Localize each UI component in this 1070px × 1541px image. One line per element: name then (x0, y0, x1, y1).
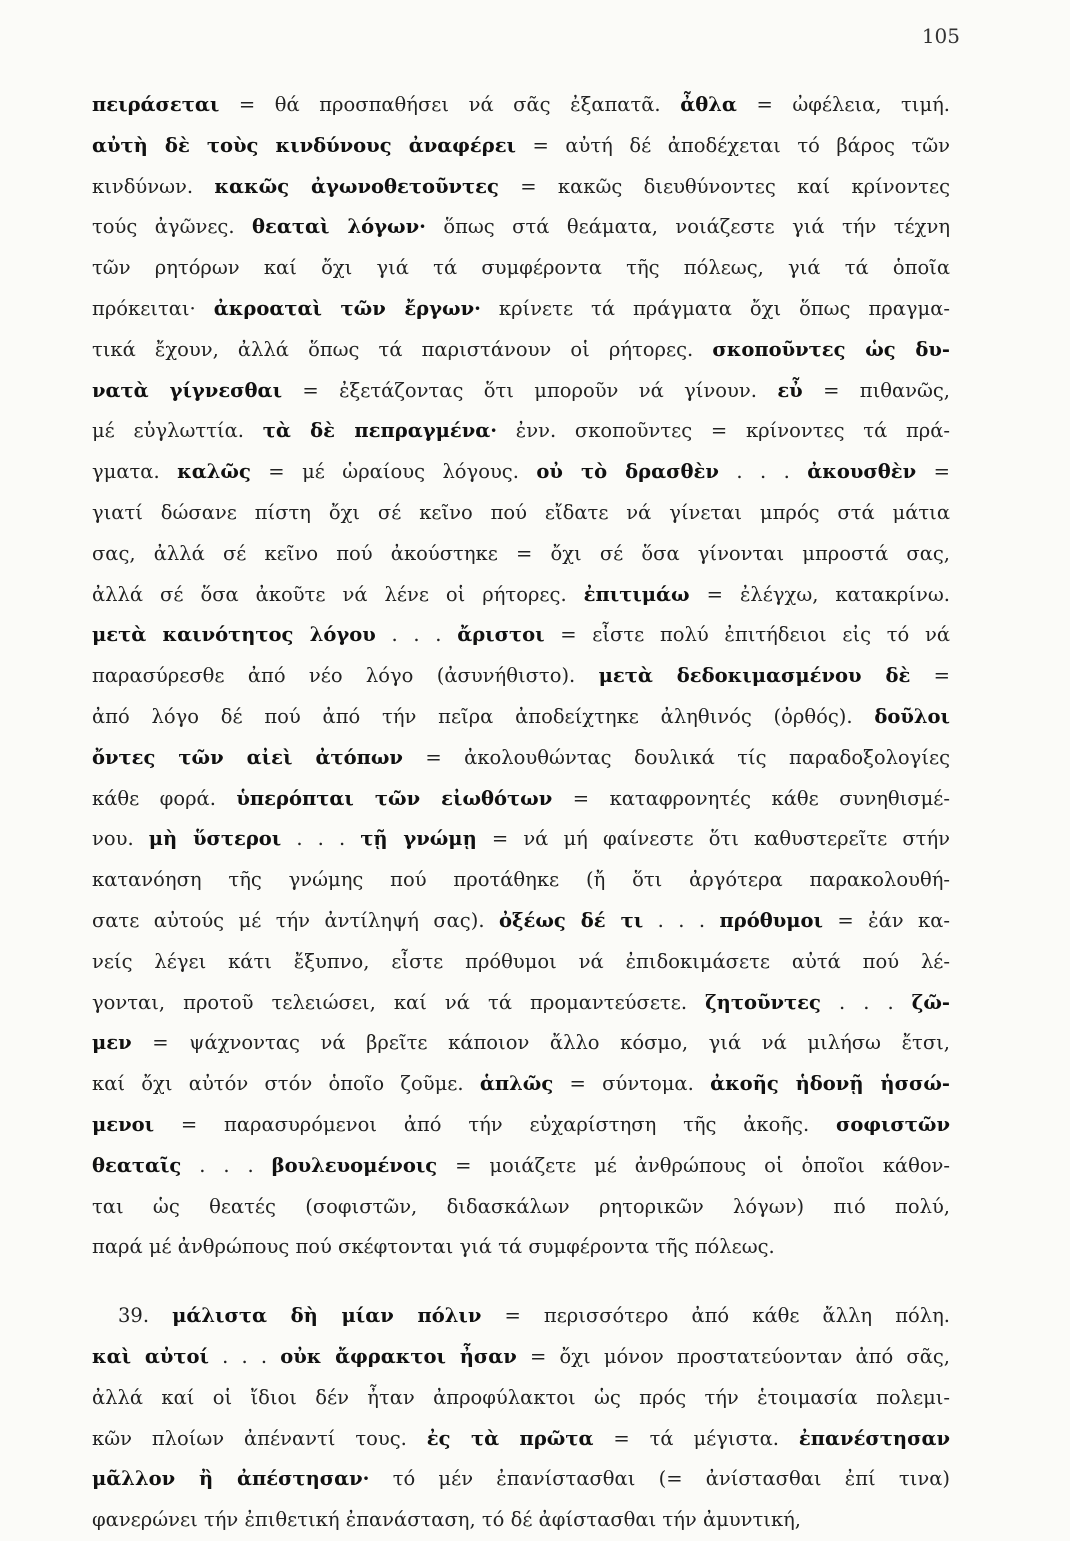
text-line (92, 289, 950, 330)
text-line (92, 779, 950, 820)
text-line (92, 983, 950, 1024)
lemma: καὶ αὐτοί (92, 1344, 209, 1368)
text-line (92, 371, 950, 412)
lemma: ἀκοῆς ἡδονῇ ἡσσώ- (710, 1072, 950, 1096)
text-line (92, 656, 950, 697)
text-line (92, 167, 950, 208)
lemma: ἀκροαταὶ τῶν ἔργων· (213, 296, 481, 320)
gloss-text: τικά ἔχουν, ἀλλά ὅπως τά παριστάνουν οἱ ρήτορες. (92, 337, 713, 361)
lemma: βουλευομένοις (271, 1153, 438, 1177)
gloss-text: = κακῶς διευθύνοντες καί κρίνοντες (498, 174, 951, 198)
lemma: μενοι (92, 1112, 155, 1136)
lemma: δοῦλοι (874, 704, 950, 728)
text-line (92, 1337, 950, 1378)
lemma: νατὰ γίγνεσθαι (92, 378, 283, 402)
gloss-text: = νά μή φαίνεστε ὅτι καθυστερεῖτε στήν (476, 827, 950, 851)
lemma: μᾶλλον ἢ ἀπέστησαν· (92, 1467, 370, 1491)
text-line (92, 1187, 950, 1228)
gloss-text: γματα. (92, 460, 178, 484)
gloss-text: σατε αὐτούς μέ τήν ἀντίληψή σας). (92, 908, 499, 932)
text-line (92, 1378, 950, 1419)
gloss-text: . . . (208, 1344, 281, 1368)
lemma: τὰ δὲ πεπραγμένα· (262, 419, 498, 443)
gloss-text: = σύντομα. (553, 1072, 711, 1096)
text-line (92, 1064, 950, 1105)
lemma: μετὰ καινότητος λόγου (92, 623, 376, 647)
lemma: θεαταὶ λόγων· (252, 215, 426, 239)
gloss-text: . . . (281, 827, 361, 851)
text-line (92, 452, 950, 493)
lemma: μάλιστα δὴ μίαν πόλιν (172, 1304, 482, 1328)
gloss-text: καί ὄχι αὐτόν στόν ὁποῖο ζοῦμε. (92, 1072, 480, 1096)
gloss-text: τό μέν ἐπανίστασθαι (= ἀνίστασθαι ἐπί τινα) (369, 1467, 950, 1491)
gloss-text: . . . (820, 990, 912, 1014)
text-line (92, 411, 950, 452)
lemma: κακῶς ἀγωνοθετοῦντες (214, 174, 499, 198)
lemma: ὄντες τῶν αἰεὶ ἀτόπων (92, 745, 403, 769)
gloss-text: ται ὡς θεατές (σοφιστῶν, διδασκάλων ρητορικῶν λόγων) πιό πολύ, (92, 1194, 950, 1218)
gloss-text: = θά προσπαθήσει νά σᾶς ἐξαπατᾶ. (219, 93, 681, 116)
text-line (92, 248, 950, 289)
gloss-text: παρασύρεσθε ἀπό νέο λόγο (ἀσυνήθιστο). (92, 664, 599, 688)
text-line (92, 860, 950, 901)
text-line (92, 1500, 950, 1541)
gloss-text: τῶν ρητόρων καί ὄχι γιά τά συμφέροντα τῆς πόλεως, γιά τά ὁποῖα (92, 256, 950, 280)
lemma: μετὰ δεδοκιμασμένου δὲ (598, 664, 911, 688)
gloss-text: τούς ἀγῶνες. (92, 215, 252, 239)
gloss-text: = παρασυρόμενοι ἀπό τήν εὐχαρίστηση τῆς ἀκοῆς. (154, 1112, 836, 1136)
gloss-text: = ἐάν κα- (822, 908, 950, 932)
lemma: ἐπανέστησαν (798, 1426, 951, 1450)
gloss-text: = πιθανῶς, (802, 378, 951, 402)
lemma: σκοποῦντες ὡς δυ- (712, 337, 950, 361)
gloss-text: . . . (375, 623, 458, 647)
gloss-text: = καταφρονητές κάθε συνηθισμέ- (552, 786, 950, 810)
gloss-text: ὅπως στά θεάματα, νοιάζεστε γιά τήν τέχνη (425, 215, 951, 239)
lemma: ἐς τὰ πρῶτα (426, 1426, 594, 1450)
lemma: σοφιστῶν (835, 1112, 950, 1136)
gloss-text: = ἀκολουθώντας δουλικά τίς παραδοξολογίες (402, 745, 950, 769)
text-line (92, 493, 950, 534)
gloss-text: = ὠφέλεια, τιμή. (736, 93, 950, 116)
gloss-text: γιατί δώσανε πίστη ὄχι σέ κεῖνο πού εἴδατε νά γίνεται μπρός στά μάτια (92, 500, 950, 524)
lemma: τῇ γνώμῃ (360, 827, 477, 851)
lemma: πειράσεται (92, 93, 220, 116)
lemma: αὐτὴ δὲ τοὺς κινδύνους ἀναφέρει (92, 133, 516, 157)
lemma: ζητοῦντες (705, 990, 821, 1014)
lemma: ἁπλῶς (479, 1072, 554, 1096)
text-line (92, 819, 950, 860)
text-line (92, 697, 950, 738)
text-line (92, 942, 950, 983)
lemma: ὀξέως δέ τι (498, 908, 644, 932)
gloss-text: ἐνν. σκοποῦντες = κρίνοντες τά πρά- (497, 419, 951, 443)
gloss-text: = εἶστε πολύ ἐπιτήδειοι εἰς τό νά (544, 623, 950, 647)
text-line (92, 1419, 950, 1460)
gloss-text: ἀλλά καί οἱ ἴδιοι δέν ἦταν ἀπροφύλακτοι ὡς πρός τήν ἑτοιμασία πολεμι- (92, 1385, 950, 1409)
gloss-text: γονται, προτοῦ τελειώσει, καί νά τά προμαντεύσετε. (92, 990, 706, 1014)
gloss-text: = (910, 664, 950, 688)
text-line (92, 1227, 950, 1268)
gloss-text: = ἐλέγχω, κατακρίνω. (689, 582, 950, 606)
gloss-text: μέ εὐγλωττία. (92, 419, 263, 443)
gloss-text: = ψάχνοντας νά βρεῖτε κάποιον ἄλλο κόσμο, γιά νά μιλήσω ἔτσι, (131, 1031, 950, 1055)
text-line (92, 1105, 950, 1146)
gloss-text: φανερώνει τήν ἐπιθετική ἐπανάσταση, τό δέ ἀφίστασθαι τήν ἀμυντική, (92, 1508, 802, 1532)
gloss-text: κινδύνων. (92, 174, 215, 198)
text-line (92, 1296, 950, 1337)
lemma: καλῶς (177, 460, 251, 484)
text-line (92, 575, 950, 616)
gloss-text: = αὐτή δέ ἀποδέχεται τό βάρος τῶν (516, 133, 950, 157)
gloss-text: νου. (92, 827, 149, 851)
lemma: ἐπιτιμάω (583, 582, 690, 606)
gloss-text: πρόκειται· (92, 296, 214, 320)
text-line (92, 901, 950, 942)
gloss-text: . . . (718, 460, 808, 484)
lemma: εὖ (777, 378, 803, 402)
lemma: μεν (92, 1031, 132, 1055)
gloss-text: = ἐξετάζοντας ὅτι μποροῦν νά γίνουν. (282, 378, 778, 402)
text-line (92, 207, 950, 248)
gloss-text: = ὄχι μόνον προστατεύονταν ἀπό σᾶς, (516, 1344, 950, 1368)
lemma: οὐ τὸ δρασθὲν (536, 460, 719, 484)
gloss-text: . . . (181, 1153, 272, 1177)
lemma: ζῶ- (911, 990, 951, 1014)
gloss-text: = περισσότερο ἀπό κάθε ἄλλη πόλη. (481, 1304, 950, 1328)
gloss-text: = (916, 460, 950, 484)
text-line (92, 738, 950, 779)
lemma: ὑπερόπται τῶν εἰωθότων (236, 786, 553, 810)
text-line (92, 1459, 950, 1500)
lemma: ἆθλα (680, 93, 737, 116)
text-line (92, 534, 950, 575)
lemma: θεαταῖς (92, 1153, 182, 1177)
gloss-text: = μοιάζετε μέ ἀνθρώπους οἱ ὁποῖοι κάθον- (437, 1153, 950, 1177)
gloss-text: νείς λέγει κάτι ἔξυπνο, εἶστε πρόθυμοι νά ἐπιδοκιμάσετε αὐτά πού λέ- (92, 949, 950, 973)
lemma: μὴ ὕστεροι (148, 827, 282, 851)
gloss-text: σας, ἀλλά σέ κεῖνο πού ἀκούστηκε = ὄχι σέ ὅσα γίνονται μπροστά σας, (92, 541, 950, 565)
text-line (92, 126, 950, 167)
gloss-text: ἀλλά σέ ὅσα ἀκοῦτε νά λένε οἱ ρήτορες. (92, 582, 584, 606)
gloss-text: κάθε φορά. (92, 786, 237, 810)
commentary-text (92, 85, 950, 1541)
text-line (92, 1146, 950, 1187)
lemma: πρόθυμοι (719, 908, 823, 932)
gloss-text: = μέ ὡραίους λόγους. (250, 460, 537, 484)
gloss-text: παρά μέ ἀνθρώπους πού σκέφτονται γιά τά συμφέροντα τῆς πόλεως. (92, 1235, 775, 1259)
gloss-text: κῶν πλοίων ἀπέναντί τους. (92, 1426, 427, 1450)
page-number: 105 (921, 24, 960, 48)
lemma: ἄριστοι (457, 623, 545, 647)
gloss-text: ἀπό λόγο δέ πού ἀπό τήν πεῖρα ἀποδείχτηκε ἀληθινός (ὀρθός). (92, 704, 875, 728)
text-line (92, 1023, 950, 1064)
gloss-text: κατανόηση τῆς γνώμης πού προτάθηκε (ἤ ὅτι ἀργότερα παρακολουθή- (92, 868, 950, 892)
text-line (92, 615, 950, 656)
gloss-text: 39. (118, 1304, 173, 1328)
gloss-text: . . . (643, 908, 720, 932)
text-line (92, 85, 950, 126)
gloss-text: = τά μέγιστα. (593, 1426, 799, 1450)
gloss-text: κρίνετε τά πράγματα ὄχι ὅπως πραγμα- (480, 296, 950, 320)
lemma: οὐκ ἄφρακτοι ἦσαν (280, 1344, 517, 1368)
text-line (92, 330, 950, 371)
lemma: ἀκουσθὲν (807, 460, 917, 484)
